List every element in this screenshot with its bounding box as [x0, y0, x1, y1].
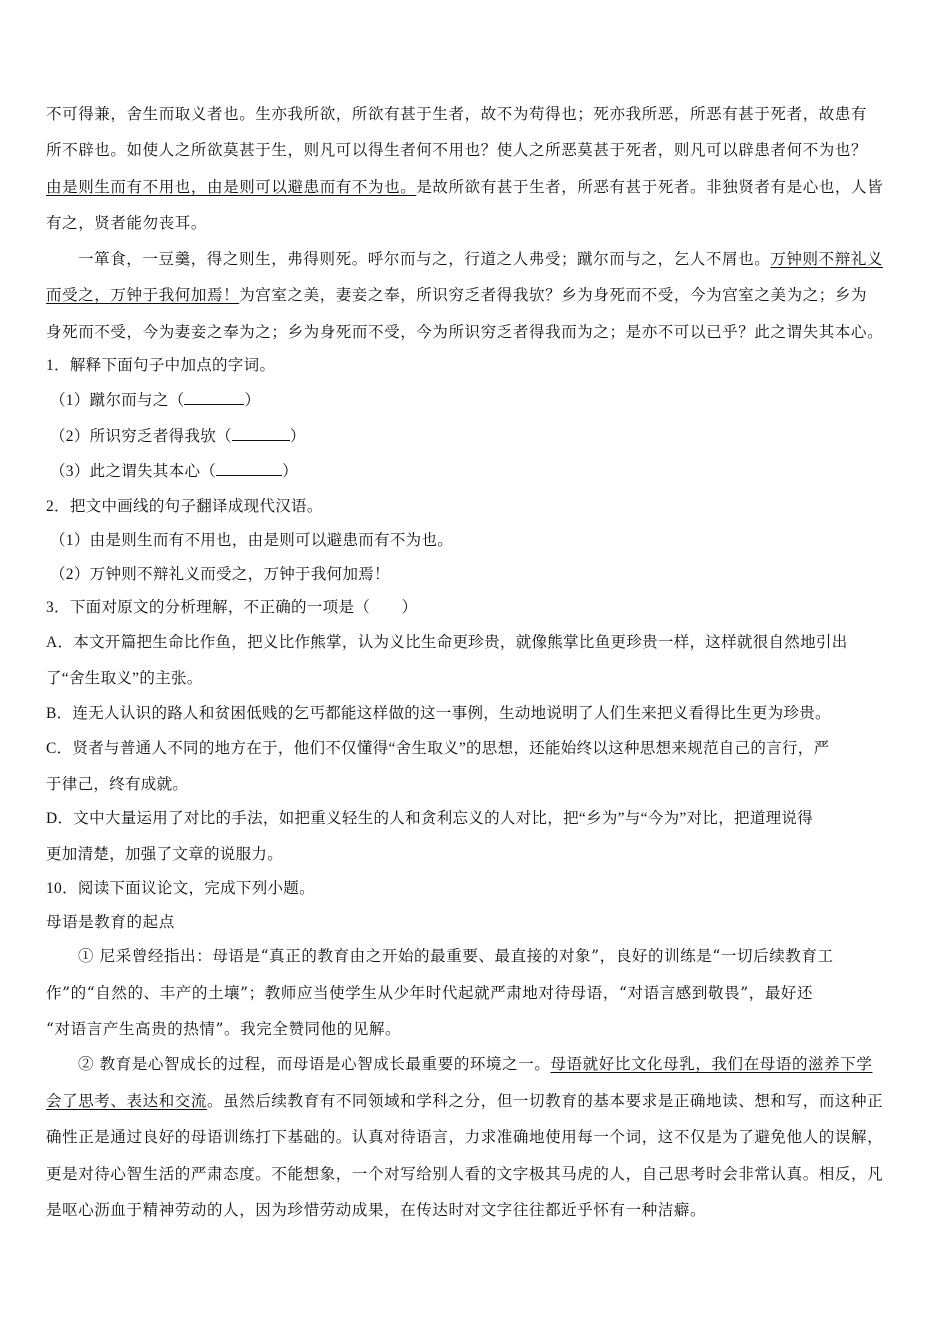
- close-paren: ）: [289, 428, 306, 445]
- underlined-sentence: 由是则生而有不用也，由是则可以避患而有不为也。: [46, 178, 417, 196]
- passage1-line: [78, 249, 906, 269]
- answer-blank[interactable]: [232, 426, 290, 441]
- question-1-title: 1．解释下面句子中加点的字词。: [46, 357, 276, 374]
- passage1-line: 不可得兼，舍生而取义者也。生亦我所欲，所欲有甚于生者，故不为苟得也；死亦我所恶，所恶有甚于死者，故患有: [46, 105, 868, 123]
- question-1-item: [50, 390, 910, 411]
- passage1-line: 身死而不受，今为妻妾之奉为之；乡为身死而不受，今为所识穷乏者得我而为之；是亦不可以已乎？此之谓失其本心。: [46, 323, 884, 341]
- text-span: 。虽然后续教育有不同领域和学科之分，但一切教育的基本要求是正确地读、想和写，而这种正: [207, 1092, 884, 1110]
- passage2-line: 是呕心沥血于精神劳动的人，因为珍惜劳动成果，在传达时对文字往往都近乎怀有一种洁癖。: [46, 1201, 707, 1219]
- text-span: ② 教育是心智成长的过程，而母语是心智成长最重要的环境之一。: [78, 1055, 551, 1073]
- passage1-line: [46, 177, 906, 197]
- question-text: （1）蹴尔而与之（: [50, 392, 185, 409]
- passage1-line: 有之，贤者能勿丧耳。: [46, 214, 208, 232]
- question-text: （2）所识穷乏者得我欤（: [50, 428, 232, 445]
- option-d: D．文中大量运用了对比的手法，如把重义轻生的人和贪利忘义的人对比，把“乡为”与“今为”对比，把道理说得: [46, 810, 814, 827]
- question-10-title: 10．阅读下面议论文，完成下列小题。: [46, 880, 315, 897]
- underlined-sentence: 而受之，万钟于我何加焉！: [46, 286, 240, 304]
- passage2-line: “对语言产生高贵的热情”。我完全赞同他的见解。: [46, 1020, 402, 1038]
- answer-blank[interactable]: [216, 461, 282, 476]
- passage1-line: 所不辟也。如使人之所欲莫甚于生，则凡可以得生者何不用也？使人之所恶莫甚于死者，则凡可以辟患者何不为也？: [46, 141, 868, 159]
- option-b: B．连无人认识的路人和贫困低贱的乞丐都能这样做的这一事例，生动地说明了人们生来把义看得比生更为珍贵。: [46, 705, 831, 722]
- underlined-sentence: 万钟则不辩礼义: [770, 250, 884, 268]
- close-paren: ）: [282, 463, 298, 480]
- underlined-sentence: 会了思考、表达和交流: [46, 1092, 208, 1110]
- passage2-line: 更是对待心智生活的严肃态度。不能想象，一个对写给别人看的文字极其马虎的人，自己思考时会非常认真。相反，凡: [46, 1165, 884, 1183]
- underlined-sentence: 母语就好比文化母乳，我们在母语的滋养下学: [550, 1055, 873, 1073]
- question-1-item: [50, 426, 910, 447]
- close-paren: ）: [244, 392, 261, 409]
- question-2-item: （2）万钟则不辩礼义而受之，万钟于我何加焉！: [50, 566, 390, 583]
- question-text: （3）此之谓失其本心（: [50, 463, 217, 480]
- passage1-line: [46, 285, 906, 305]
- text-span: 是故所欲有甚于生者，所恶有甚于死者。非独贤者有是心也，人皆: [416, 178, 884, 196]
- passage2-line: 确性正是通过良好的母语训练打下基础的。认真对待语言，力求准确地使用每一个词，这不仅是为了避免他人的误解，: [46, 1128, 884, 1146]
- passage2-line: ① 尼采曾经指出：母语是“真正的教育由之开始的最重要、最直接的对象”，良好的训练是“一切后续教育工: [78, 947, 834, 965]
- option-c: 于律己，终有成就。: [46, 776, 189, 793]
- text-span: 一箪食，一豆羹，得之则生，弗得则死。呼尔而与之，行道之人弗受；蹴尔而与之，乞人不屑也。: [78, 250, 771, 268]
- passage2-line: 作”的“自然的、丰产的土壤”；教师应当使学生从少年时代起就严肃地对待母语，“对语言感到敬畏”，最好还: [46, 984, 814, 1002]
- passage2-title: 母语是教育的起点: [46, 913, 175, 931]
- option-c: C．贤者与普通人不同的地方在于，他们不仅懂得“舍生取义”的思想，还能始终以这种思想来规范自己的言行，严: [46, 740, 830, 757]
- passage2-line: [78, 1054, 906, 1074]
- answer-blank[interactable]: [184, 390, 244, 405]
- question-2-title: 2．把文中画线的句子翻译成现代汉语。: [46, 498, 323, 515]
- passage2-line: [46, 1091, 906, 1111]
- question-3-title: 3．下面对原文的分析理解，不正确的一项是（ ）: [46, 599, 418, 616]
- option-d: 更加清楚，加强了文章的说服力。: [46, 846, 284, 863]
- question-2-item: （1）由是则生而有不用也，由是则可以避患而有不为也。: [50, 532, 454, 549]
- option-a: 了“舍生取义”的主张。: [46, 670, 203, 687]
- option-a: A．本文开篇把生命比作鱼，把义比作熊掌，认为义比生命更珍贵，就像熊掌比鱼更珍贵一样，这样就很自然地引出: [46, 634, 848, 651]
- text-span: 为宫室之美，妻妾之奉，所识穷乏者得我欤？乡为身死而不受，今为宫室之美为之；乡为: [239, 286, 868, 304]
- question-1-item: [50, 461, 910, 482]
